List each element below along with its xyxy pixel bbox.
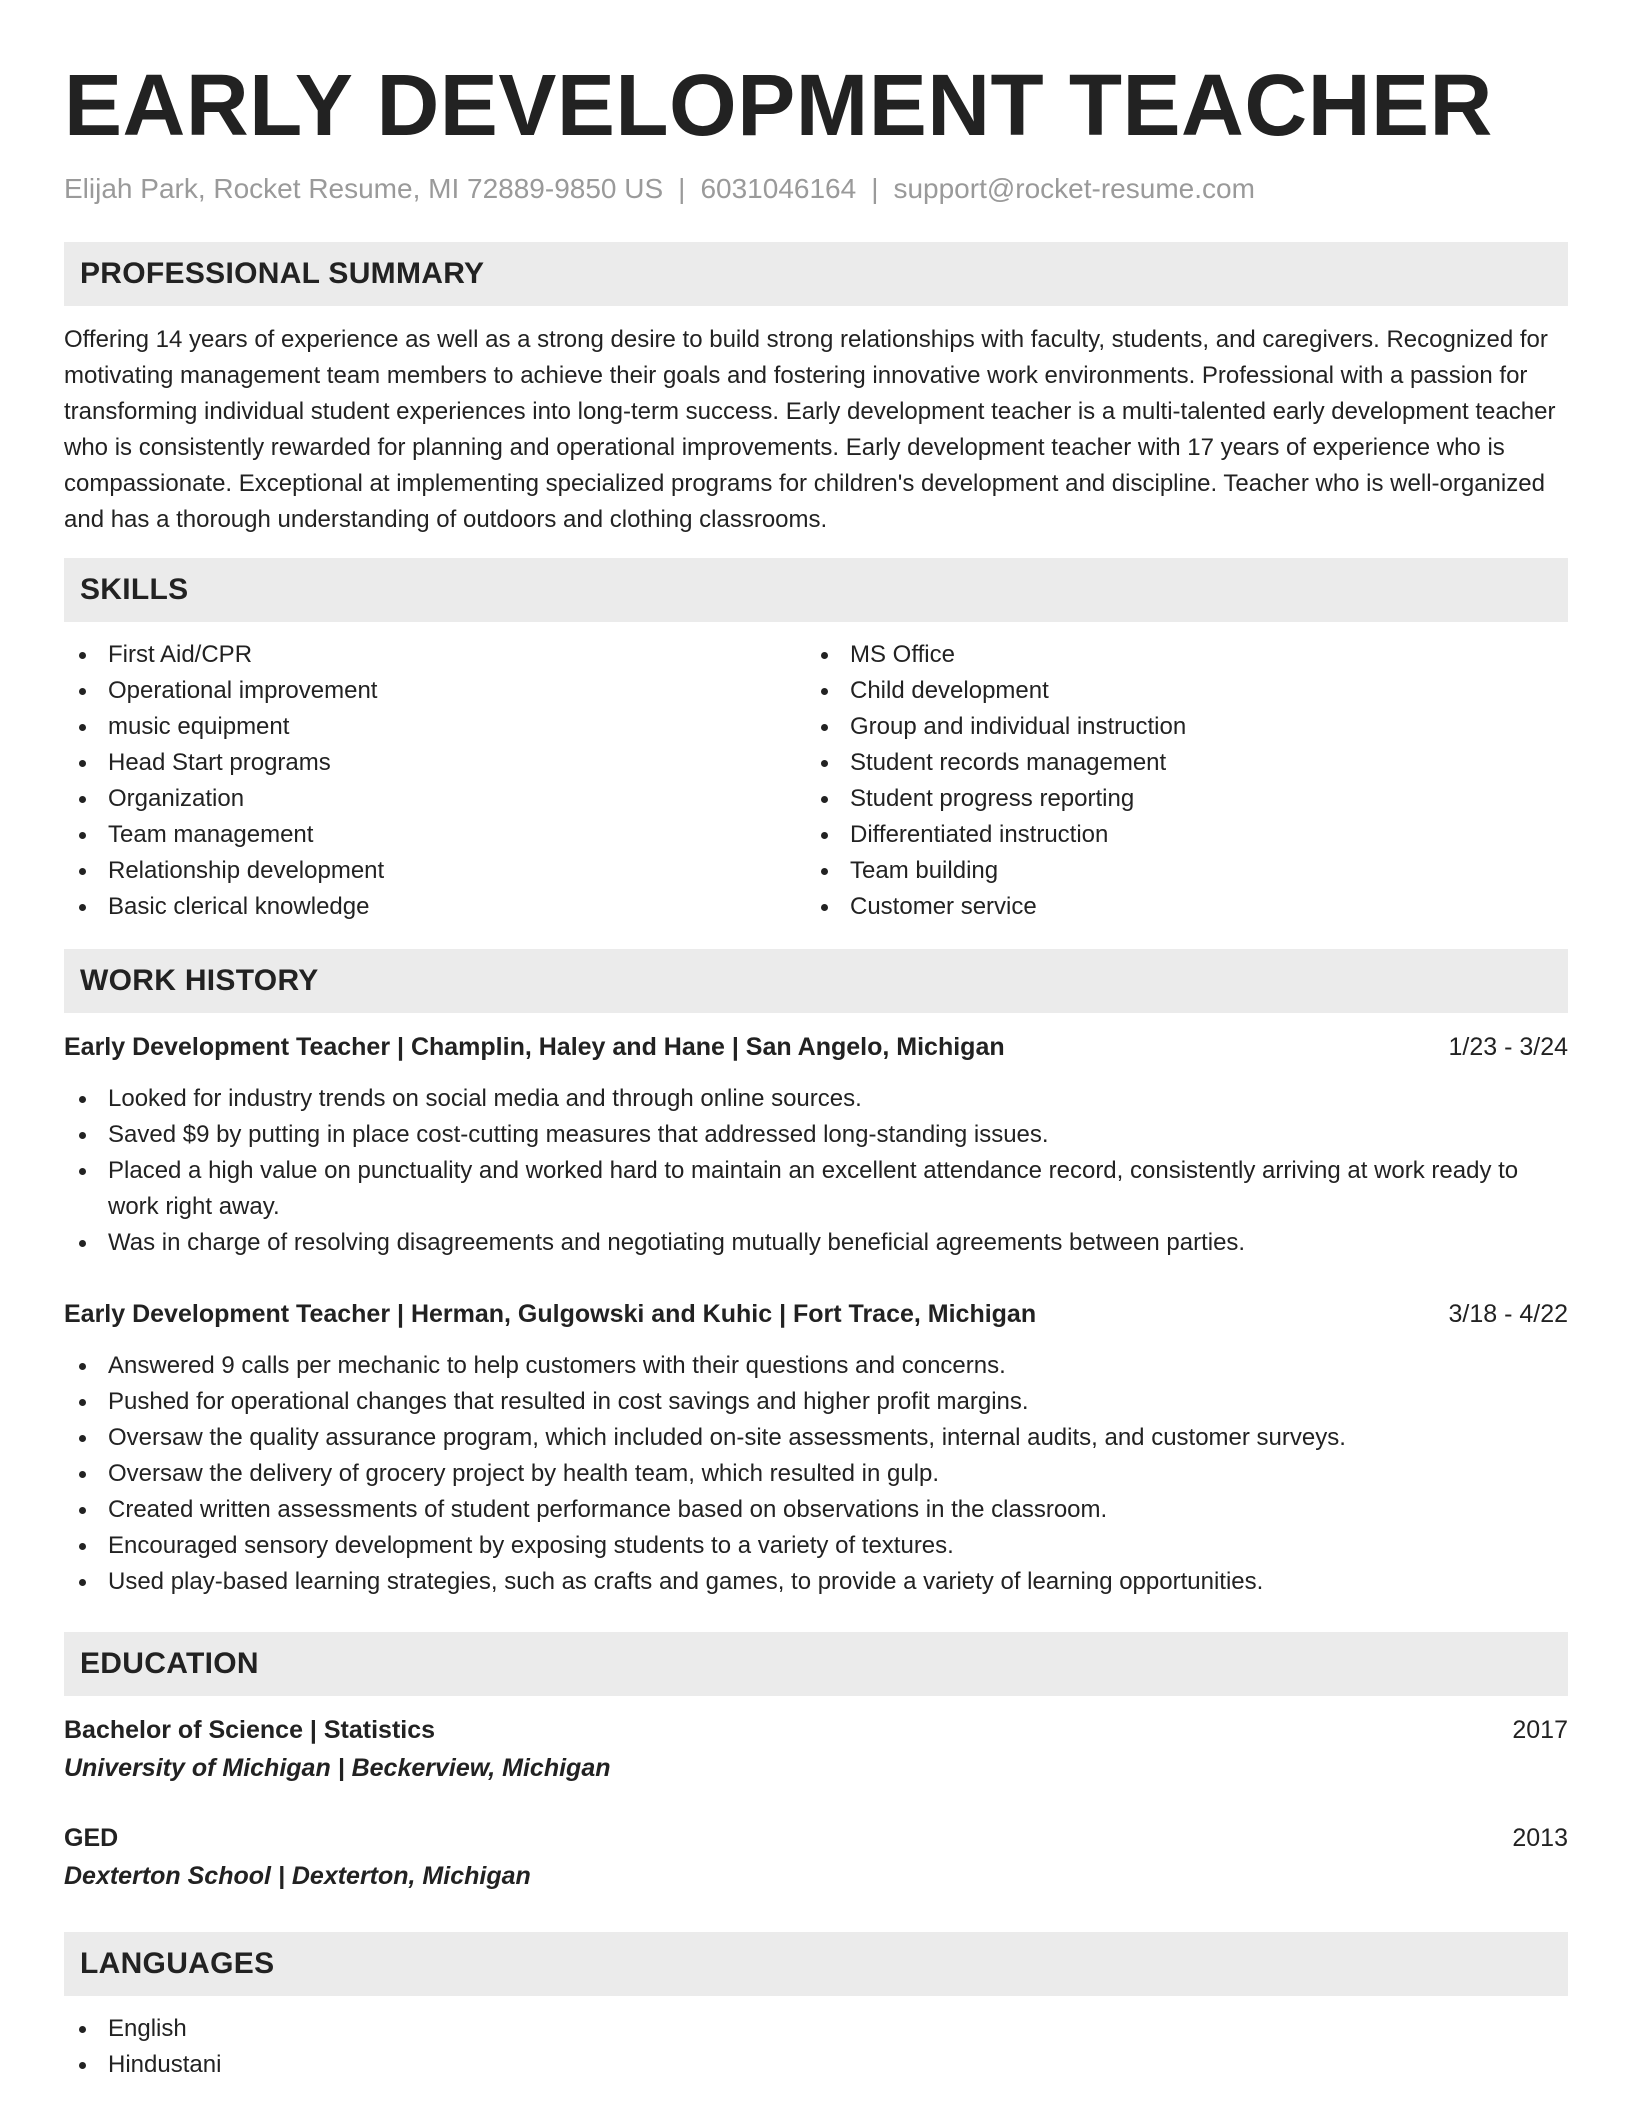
skills-grid (64, 637, 1568, 925)
job-entry (64, 1029, 1568, 1261)
section-header-skills (64, 558, 1568, 622)
job-bullet: Created written assessments of student performance based on observations in the classroom. (64, 1492, 1568, 1528)
job-bullet: Was in charge of resolving disagreements and negotiating mutually beneficial agreements between parties. (64, 1225, 1568, 1261)
job-bullet: Encouraged sensory development by exposing students to a variety of textures. (64, 1528, 1568, 1564)
section-header-summary (64, 242, 1568, 306)
languages-list (64, 2011, 1568, 2083)
job-dates: 1/23 - 3/24 (1448, 1033, 1568, 1061)
education-year: 2017 (1512, 1716, 1568, 1744)
skill-item: Customer service (806, 889, 1548, 925)
skills-list-left (64, 637, 806, 925)
job-header (64, 1029, 1568, 1065)
contact-phone: 6031046164 (700, 173, 857, 204)
contact-address: Elijah Park, Rocket Resume, MI 72889-9850 US (64, 173, 664, 204)
job-bullet: Placed a high value on punctuality and worked hard to maintain an excellent attendance record, consistently arriving at work ready to work right away. (64, 1153, 1568, 1225)
section-title: SKILLS (80, 573, 189, 606)
education-header (64, 1820, 1568, 1856)
skill-item: First Aid/CPR (64, 637, 806, 673)
job-header (64, 1296, 1568, 1332)
skill-item: Group and individual instruction (806, 709, 1548, 745)
job-title: Early Development Teacher | Herman, Gulgowski and Kuhic | Fort Trace, Michigan (64, 1300, 1037, 1328)
skill-item: Basic clerical knowledge (64, 889, 806, 925)
skill-item: Child development (806, 673, 1548, 709)
job-bullet: Saved $9 by putting in place cost-cutting measures that addressed long-standing issues. (64, 1117, 1568, 1153)
education-entry (64, 1712, 1568, 1786)
skill-item: Head Start programs (64, 745, 806, 781)
degree: GED (64, 1824, 119, 1852)
section-title: LANGUAGES (80, 1947, 275, 1980)
resume-name-title: EARLY DEVELOPMENT TEACHER (64, 57, 1493, 154)
education-header (64, 1712, 1568, 1748)
contact-separator: | (678, 173, 686, 204)
job-bullet: Used play-based learning strategies, such as crafts and games, to provide a variety of learning opportunities. (64, 1564, 1568, 1600)
contact-email[interactable]: support@rocket-resume.com (893, 173, 1255, 204)
school: University of Michigan | Beckerview, Michigan (64, 1754, 611, 1782)
contact-separator: | (871, 173, 879, 204)
skill-item: Differentiated instruction (806, 817, 1548, 853)
contact-line (64, 171, 1568, 207)
section-title: WORK HISTORY (80, 964, 319, 997)
section-title: PROFESSIONAL SUMMARY (80, 257, 485, 290)
education-entry (64, 1820, 1568, 1894)
skill-item: Team building (806, 853, 1548, 889)
skill-item: Operational improvement (64, 673, 806, 709)
skill-item: Relationship development (64, 853, 806, 889)
skills-list-right (806, 637, 1548, 925)
summary-paragraph: Offering 14 years of experience as well as a strong desire to build strong relationships with faculty, students, and caregivers. Recognized for motivating management team members to achieve their goals and fostering innovative work environments. Professional with a passion for transforming individual student experiences into long-term success. Early development teacher is a multi-talented early development teacher who is consistently rewarded for planning and operational improvements. Early development teacher with 17 years of experience who is compassionate. Exceptional at implementing specialized programs for children's development and discipline. Teacher who is well-organized and has a thorough understanding of outdoors and clothing classrooms. (64, 326, 1556, 533)
school: Dexterton School | Dexterton, Michigan (64, 1862, 531, 1890)
resume-content (64, 0, 1568, 2083)
job-bullet: Oversaw the delivery of grocery project by health team, which resulted in gulp. (64, 1456, 1568, 1492)
job-title: Early Development Teacher | Champlin, Haley and Hane | San Angelo, Michigan (64, 1033, 1005, 1061)
job-bullet: Looked for industry trends on social media and through online sources. (64, 1081, 1568, 1117)
skill-item: MS Office (806, 637, 1548, 673)
section-header-education (64, 1632, 1568, 1696)
job-bullet: Oversaw the quality assurance program, which included on-site assessments, internal audits, and customer surveys. (64, 1420, 1568, 1456)
section-title: EDUCATION (80, 1647, 259, 1680)
job-bullets (64, 1081, 1568, 1261)
skill-item: Organization (64, 781, 806, 817)
skill-item: music equipment (64, 709, 806, 745)
language-item: English (64, 2011, 1568, 2047)
section-header-languages (64, 1932, 1568, 1996)
job-bullet: Answered 9 calls per mechanic to help customers with their questions and concerns. (64, 1348, 1568, 1384)
education-year: 2013 (1512, 1824, 1568, 1852)
job-entry (64, 1296, 1568, 1600)
language-item: Hindustani (64, 2047, 1568, 2083)
degree: Bachelor of Science | Statistics (64, 1716, 436, 1744)
section-header-work-history (64, 949, 1568, 1013)
job-dates: 3/18 - 4/22 (1448, 1300, 1568, 1328)
job-bullet: Pushed for operational changes that resulted in cost savings and higher profit margins. (64, 1384, 1568, 1420)
skill-item: Team management (64, 817, 806, 853)
job-bullets (64, 1348, 1568, 1600)
skill-item: Student progress reporting (806, 781, 1548, 817)
skill-item: Student records management (806, 745, 1548, 781)
